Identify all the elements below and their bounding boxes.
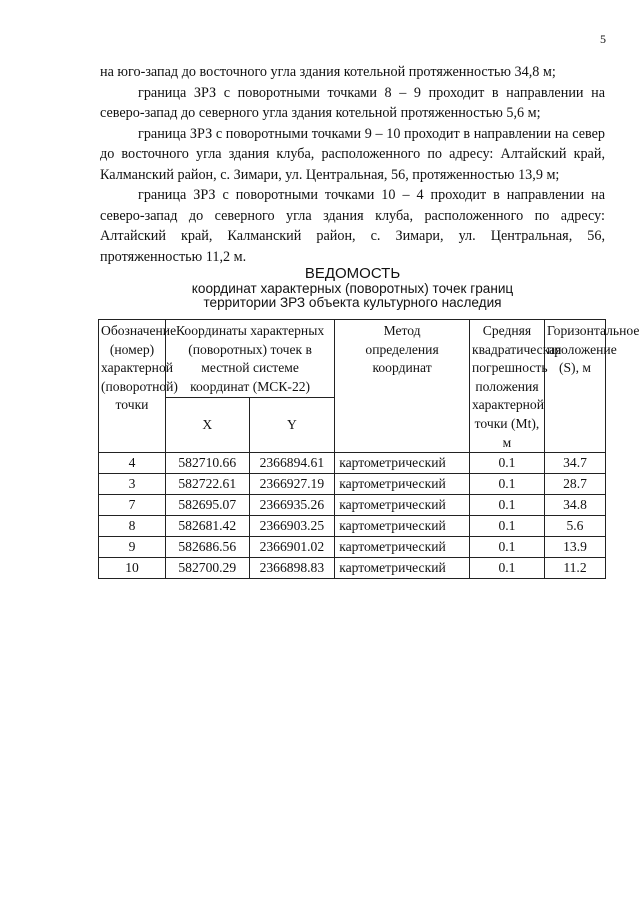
header-coords-label: Координаты характерных (поворотных) точек в местной системе координат (МСК-22) xyxy=(176,323,325,394)
header-s xyxy=(544,320,640,453)
header-point xyxy=(99,320,178,453)
cell-s: 13.9 xyxy=(544,537,605,558)
page-number: 5 xyxy=(600,32,606,46)
header-coords xyxy=(166,320,335,398)
cell-s: 34.7 xyxy=(544,453,605,474)
cell-mt: 0.1 xyxy=(469,453,544,474)
cell-y: 2366898.83 xyxy=(249,558,335,579)
header-point-label: Обозначение (номер) характерной (поворотной) точки xyxy=(101,323,178,413)
paragraph: на юго-запад до восточного угла здания котельной протяженностью 34,8 м; xyxy=(100,64,556,80)
cell-method: картометрический xyxy=(335,558,470,579)
cell-x: 582681.42 xyxy=(166,516,250,537)
title-line-1: координат характерных (поворотных) точек границ xyxy=(191,281,514,296)
cell-mt: 0.1 xyxy=(469,516,544,537)
table-row xyxy=(99,558,606,579)
body-text xyxy=(100,62,605,267)
cell-x: 582686.56 xyxy=(166,537,250,558)
paragraph: граница ЗРЗ с поворотными точками 9 – 10 проходит в направлении на север до восточного угла здания клуба, расположенного по адресу: Алтайский край, Калманский район, с. Зимари, ул. Центральная, 56, протяженностью 13,9 м; xyxy=(100,125,605,183)
paragraph: граница ЗРЗ с поворотными точками 8 – 9 проходит в направлении на северо-запад до северного угла здания котельной протяженностью 5,6 м; xyxy=(100,84,605,121)
cell-x: 582695.07 xyxy=(166,495,250,516)
table-row xyxy=(99,516,606,537)
header-s-label: Горизонтальное проложение (S), м xyxy=(546,323,640,376)
cell-point: 10 xyxy=(99,558,166,579)
table-title xyxy=(100,266,605,310)
coordinates-table xyxy=(98,319,640,579)
header-y: Y xyxy=(249,398,335,453)
cell-s: 11.2 xyxy=(544,558,605,579)
cell-y: 2366903.25 xyxy=(249,516,335,537)
cell-method: картометрический xyxy=(335,516,470,537)
cell-point: 4 xyxy=(99,453,166,474)
cell-y: 2366927.19 xyxy=(249,474,335,495)
cell-x: 582710.66 xyxy=(166,453,250,474)
cell-y: 2366901.02 xyxy=(249,537,335,558)
header-mt-label: Средняя квадратическая погрешность положения характерной точки (Mt), м xyxy=(471,323,562,450)
cell-point: 3 xyxy=(99,474,166,495)
header-method xyxy=(335,320,470,453)
cell-mt: 0.1 xyxy=(469,537,544,558)
cell-method: картометрический xyxy=(335,537,470,558)
header-method-label: Метод определения координат xyxy=(365,323,439,376)
cell-x: 582722.61 xyxy=(166,474,250,495)
cell-mt: 0.1 xyxy=(469,495,544,516)
cell-x: 582700.29 xyxy=(166,558,250,579)
cell-point: 9 xyxy=(99,537,166,558)
title-line-2: территории ЗРЗ объекта культурного наследия xyxy=(203,295,502,310)
table-row xyxy=(99,537,606,558)
header-mt xyxy=(469,320,562,453)
cell-y: 2366894.61 xyxy=(249,453,335,474)
paragraph: граница ЗРЗ с поворотными точками 10 – 4 проходит в направлении на северо-запад до северного угла здания клуба, расположенного по адресу: Алтайский край, Калманский район, с. Зимари, ул. Центральная, 56, протяженностью 11,2 м. xyxy=(100,187,605,265)
cell-method: картометрический xyxy=(335,495,470,516)
cell-method: картометрический xyxy=(335,453,470,474)
table-row xyxy=(99,453,606,474)
title-main: ВЕДОМОСТЬ xyxy=(304,265,401,282)
table-row xyxy=(99,495,606,516)
cell-point: 8 xyxy=(99,516,166,537)
cell-mt: 0.1 xyxy=(469,474,544,495)
cell-point: 7 xyxy=(99,495,166,516)
cell-method: картометрический xyxy=(335,474,470,495)
cell-mt: 0.1 xyxy=(469,558,544,579)
cell-s: 34.8 xyxy=(544,495,605,516)
cell-s: 5.6 xyxy=(544,516,605,537)
cell-s: 28.7 xyxy=(544,474,605,495)
table-row xyxy=(99,474,606,495)
header-x: X xyxy=(166,398,250,453)
cell-y: 2366935.26 xyxy=(249,495,335,516)
